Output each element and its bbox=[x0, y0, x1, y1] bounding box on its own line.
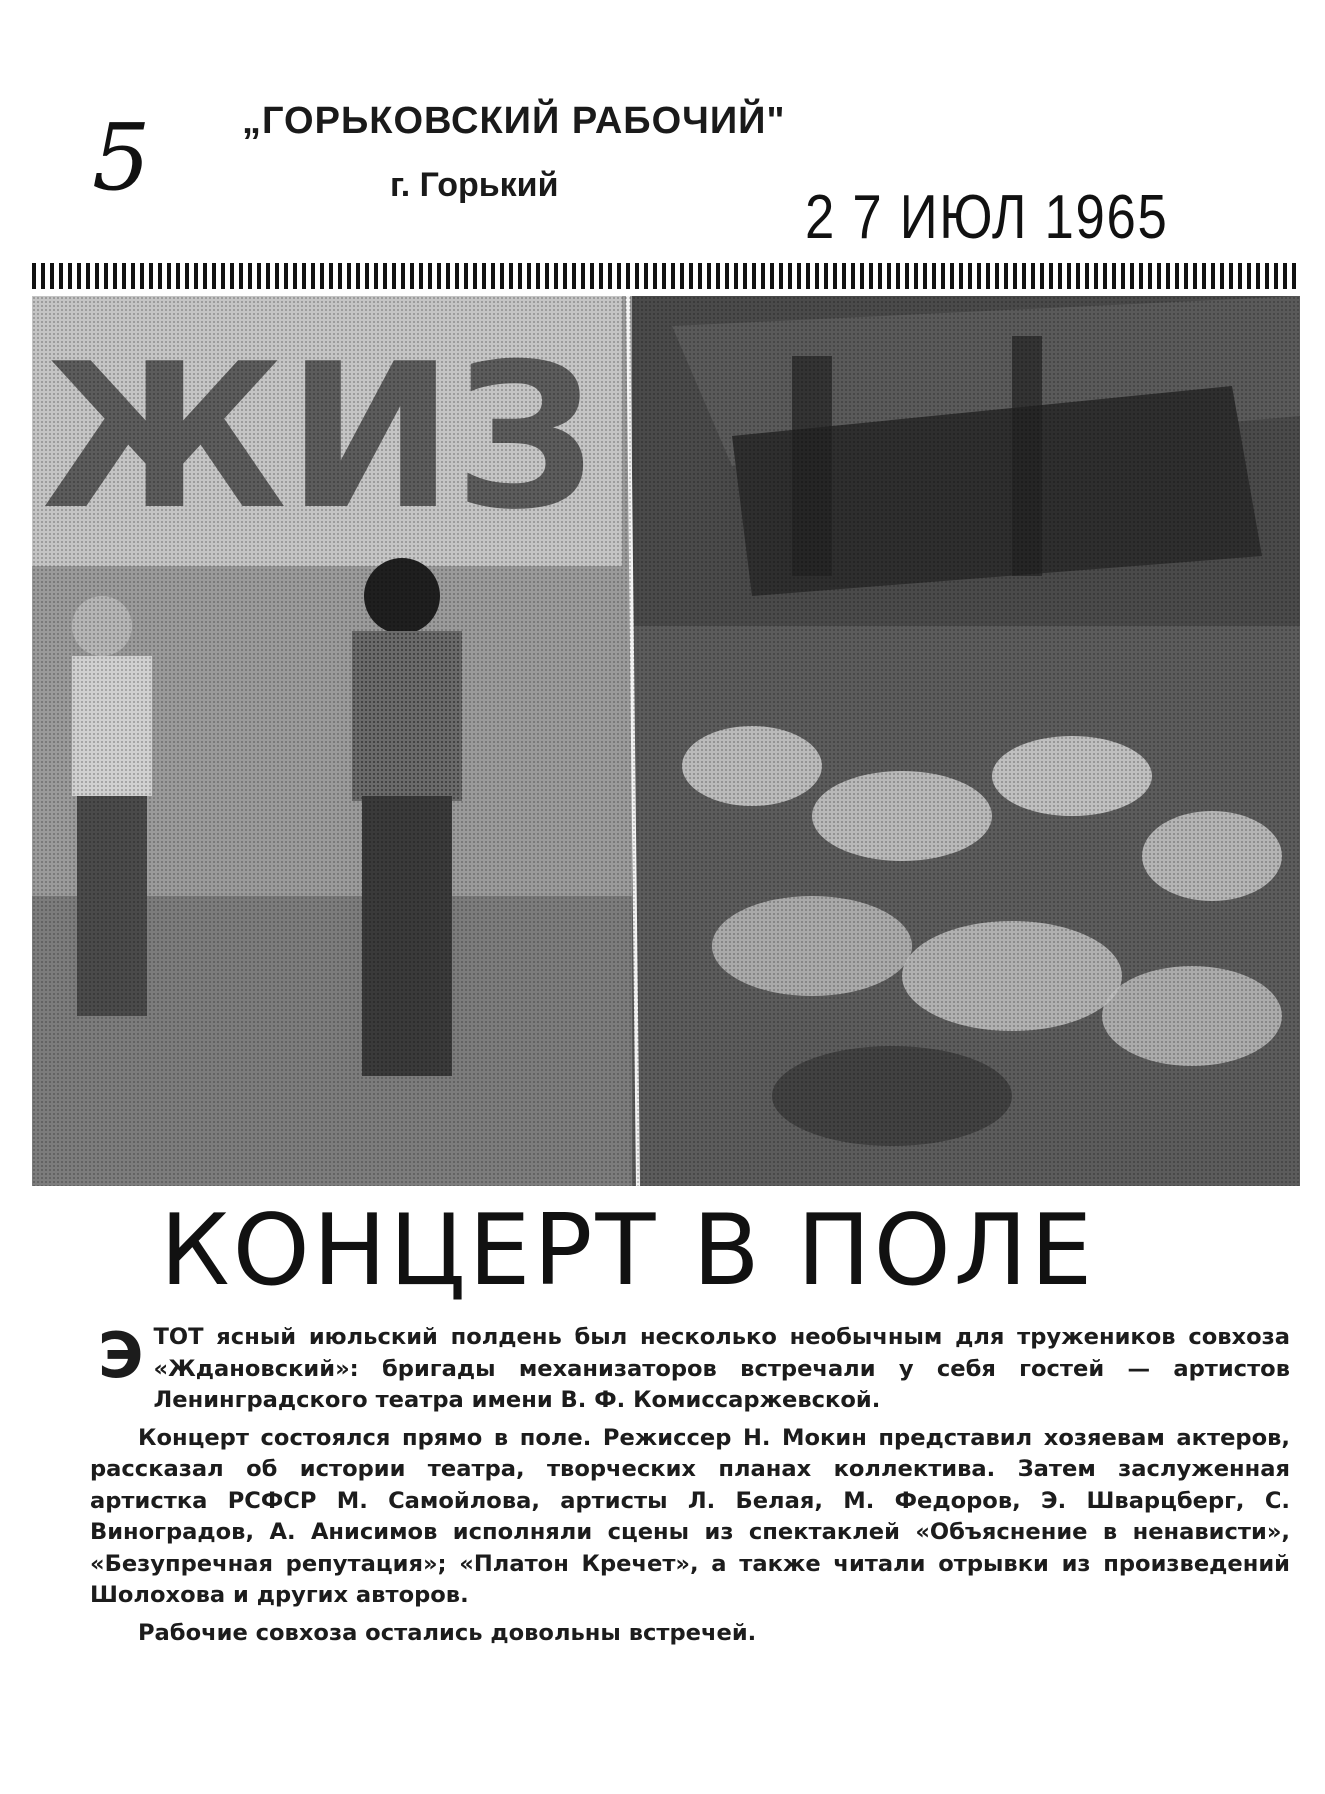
paragraph-1-text: ТОТ ясный июльский полдень был несколько необычным для тружеников совхоза «Ждановский»: бригады механизаторов встречали у себя гостей — артистов Ленинградского театра имени В. Ф. Комиссаржевской. bbox=[153, 1324, 1290, 1413]
concert-photo bbox=[32, 296, 1300, 1186]
article-paragraph-2: Концерт состоялся прямо в поле. Режиссер Н. Мокин представил хозяевам актеров, рассказал об истории театра, творческих планах коллектива. Затем заслуженная артистка РСФСР М. Самойлова, артисты Л. Белая, М. Федоров, Э. Шварцберг, С. Виноградов, А. Анисимов исполняли сцены из спектаклей «Объяснение в ненависти», «Безупречная репутация»; «Платон Кречет», а также читали отрывки из произведений Шолохова и других авторов. bbox=[90, 1424, 1290, 1608]
newspaper-city: г. Горький bbox=[390, 166, 559, 204]
article-paragraph-1 bbox=[90, 1319, 1290, 1417]
handwritten-page-number: 5 bbox=[92, 104, 151, 211]
newspaper-name: „ГОРЬКОВСКИЙ РАБОЧИЙ" bbox=[242, 100, 786, 142]
article-body bbox=[90, 1319, 1290, 1655]
drop-cap: Э bbox=[98, 1319, 144, 1392]
article-headline: КОНЦЕРТ В ПОЛЕ bbox=[160, 1194, 1096, 1308]
date-stamp: 2 7 ИЮЛ 1965 bbox=[805, 183, 1169, 252]
article-paragraph-3: Рабочие совхоза остались довольны встречей. bbox=[138, 1619, 757, 1646]
concert-photo-image bbox=[32, 296, 1300, 1186]
clipping-border-strip bbox=[32, 263, 1300, 289]
